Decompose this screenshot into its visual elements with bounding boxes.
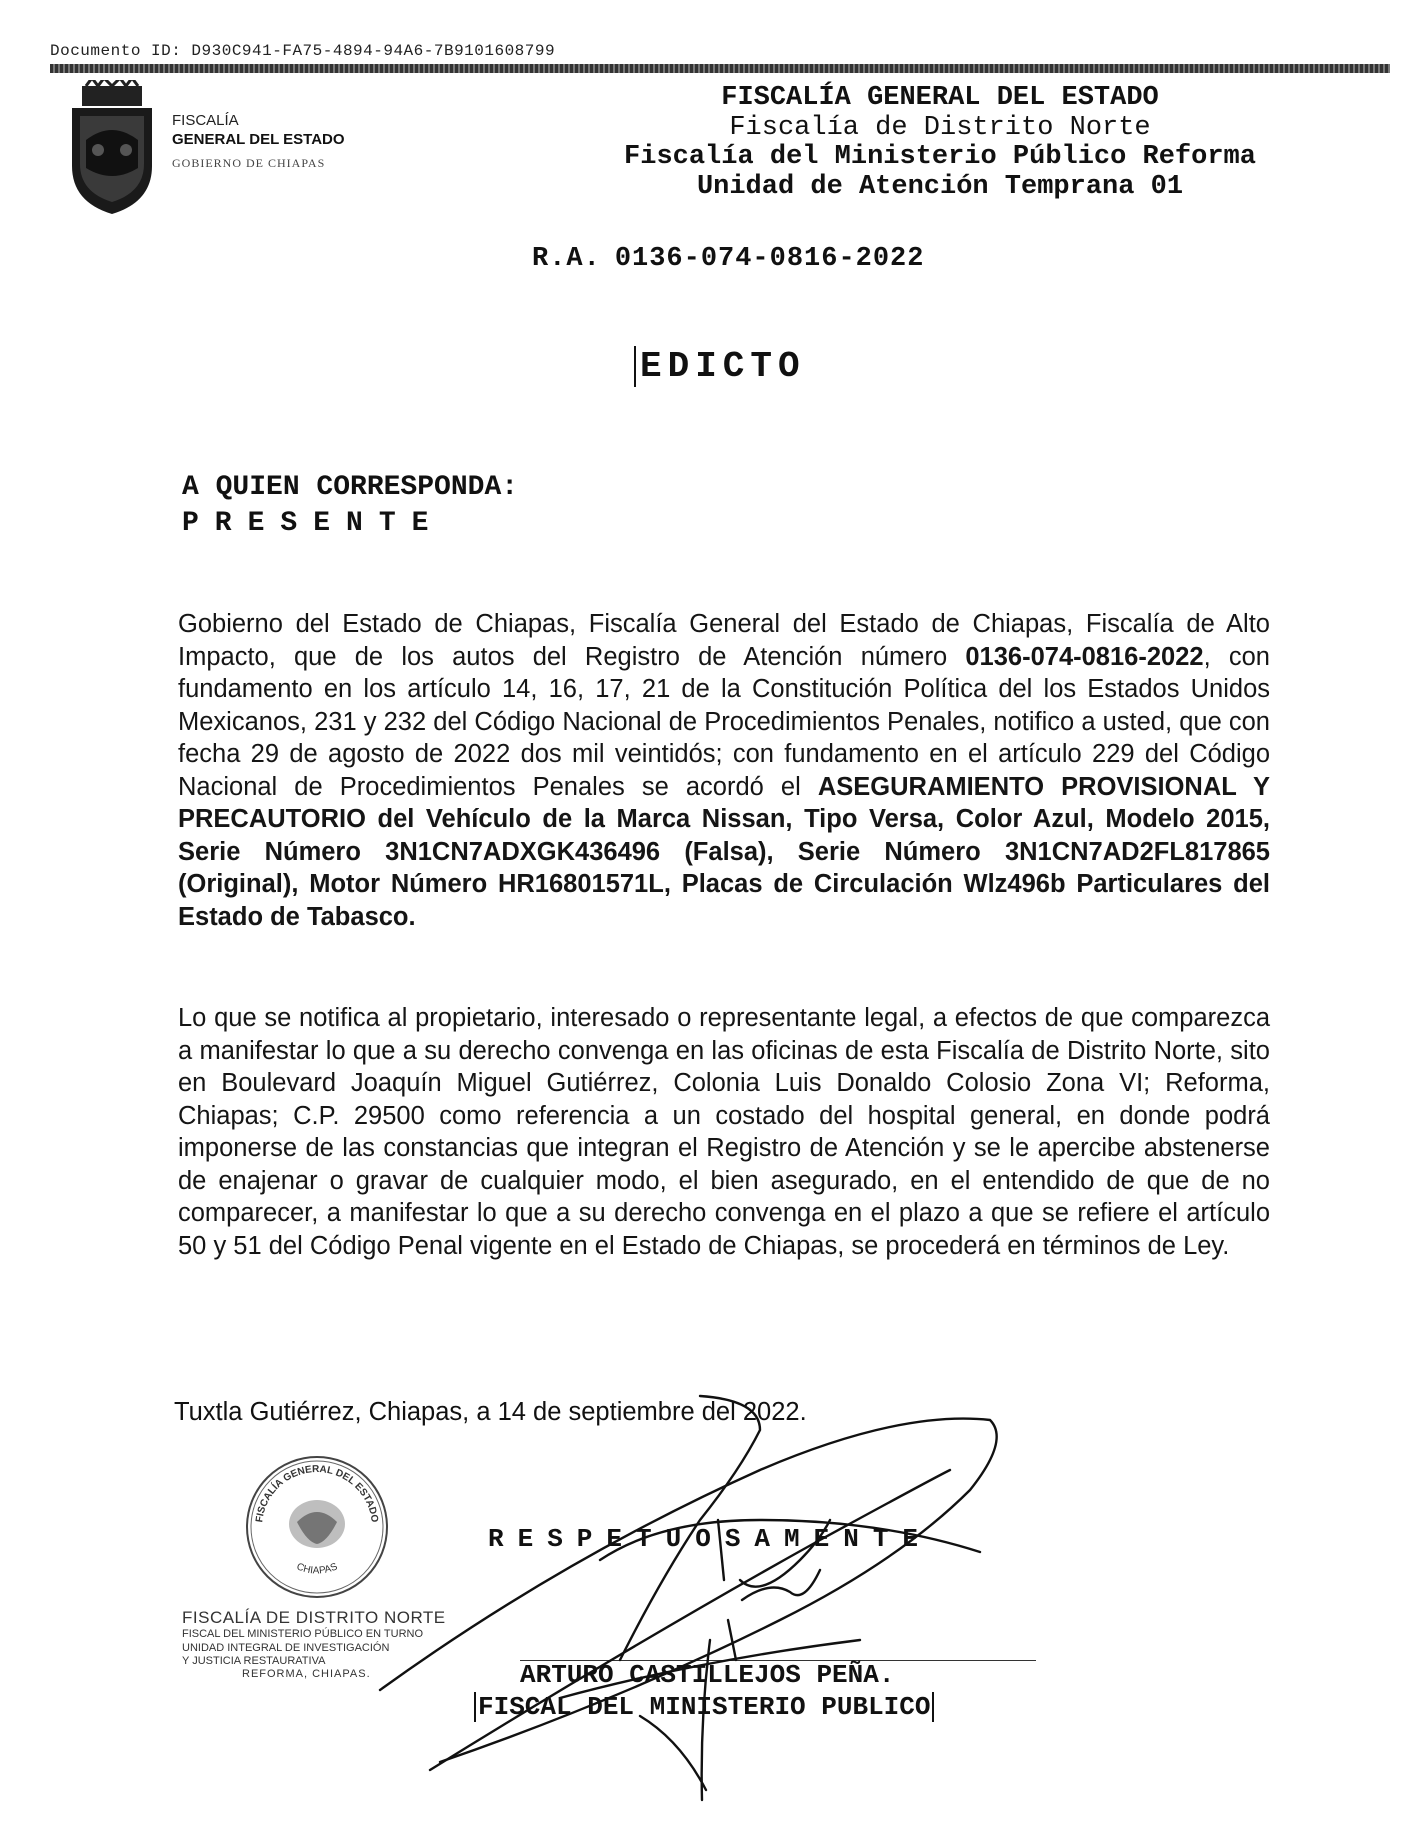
salutation-line1: A QUIEN CORRESPONDA: <box>182 472 519 503</box>
top-band-divider <box>50 64 1390 73</box>
seal-caption-line5: REFORMA, CHIAPAS. <box>242 1667 371 1680</box>
official-seal-stamp <box>242 1452 392 1602</box>
seal-caption <box>182 1608 462 1681</box>
seal-caption-line3: UNIDAD INTEGRAL DE INVESTIGACIÓN <box>182 1641 390 1654</box>
place-and-date: Tuxtla Gutiérrez, Chiapas, a 14 de septiembre del 2022. <box>174 1398 807 1426</box>
letterhead-line2: Fiscalía de Distrito Norte <box>729 112 1151 143</box>
signoff: RESPETUOSAMENTE <box>488 1524 933 1554</box>
signer-name: ARTURO CASTILLEJOS PEÑA. <box>520 1660 895 1690</box>
salutation <box>182 470 518 543</box>
seal-ring-top: FISCALÍA GENERAL DEL ESTADO <box>254 1463 380 1524</box>
p1-text-1: Gobierno del Estado de Chiapas, Fiscalía General del Estado de Chiapas, Fiscalía de Alto Impacto, que de los autos del Registro de Atención número <box>178 610 1270 671</box>
logo-text-line3: GOBIERNO DE CHIAPAS <box>172 155 326 170</box>
signer-role: FISCAL DEL MINISTERIO PUBLICO <box>474 1692 934 1722</box>
logo-text-line2: GENERAL DEL ESTADO <box>172 130 345 148</box>
p1-bold-record: 0136-074-0816-2022 <box>965 642 1204 671</box>
record-number <box>532 244 924 274</box>
body-paragraph-2: Lo que se notifica al propietario, interesado o representante legal, a efectos de que comparezca a manifestar lo que a su derecho convenga en las oficinas de esta Fiscalía de Distrito Norte, sito en Boulevard Joaquín Miguel Gutiérrez, Colonia Luis Donaldo Colosio Zona VI; Reforma, Chiapas; C.P. 29500 como referencia a un costado del hospital general, en donde podrá imponerse de las constancias que integran el Registro de Atención y se le apercibe abstenerse de enajenar o gravar de cualquier modo, el bien asegurado, en el entendido de que de no comparecer, a manifestar lo que a su derecho convenga en el plazo a que se refiere el artículo 50 y 51 del Código Penal vigente en el Estado de Chiapas, se procederá en términos de Ley. <box>178 1004 1270 1260</box>
document-title: EDICTO <box>634 346 806 387</box>
logo-text-line1: FISCALÍA <box>172 112 239 129</box>
p1-text-2: , con fundamento en los artículo 14, 16, 17, 21 de la Constitución Política del los Estados Unidos Mexicanos, 231 y 232 del Código Nacional de Procedimientos Penales, notifico a usted, que con fecha 29 de agosto de 2022 dos mil veintidós; con fundamento en el artículo 229 del Código Nacional de Procedimientos Penales se acordó el <box>178 642 1270 801</box>
record-number-label: R.A. <box>532 244 601 274</box>
p1-bold-vehicle: ASEGURAMIENTO PROVISIONAL Y PRECAUTORIO del Vehículo de la Marca Nissan, Tipo Versa, Color Azul, Modelo 2015, Serie Número 3N1CN7ADXGK436496 (Falsa), Serie Número 3N1CN7AD2FL817865 (Original), Motor Número HR16801571L, Placas de Circulación Wlz496b Particulares del Estado de Tabasco. <box>178 772 1271 931</box>
salutation-line2: PRESENTE <box>182 508 445 540</box>
letterhead-line4: Unidad de Atención Temprana 01 <box>696 172 1184 203</box>
document-id: Documento ID: D930C941-FA75-4894-94A6-7B9101608799 <box>50 42 556 60</box>
seal-ring-bottom: CHIAPAS <box>294 1561 340 1577</box>
seal-caption-line1: FISCALÍA DE DISTRITO NORTE <box>182 1608 446 1627</box>
letterhead-line1: FISCALÍA GENERAL DEL ESTADO <box>721 83 1159 113</box>
state-coat-of-arms-logo <box>62 80 162 218</box>
body-paragraph-1 <box>178 608 1270 933</box>
svg-text:CHIAPAS <box>295 1561 340 1576</box>
letterhead <box>560 84 1320 203</box>
record-number-value: 0136-074-0816-2022 <box>614 244 925 274</box>
seal-caption-line2: FISCAL DEL MINISTERIO PÚBLICO EN TURNO <box>182 1628 424 1641</box>
seal-caption-line4: Y JUSTICIA RESTAURATIVA <box>182 1654 326 1667</box>
letterhead-line3: Fiscalía del Ministerio Público Reforma <box>624 142 1256 173</box>
